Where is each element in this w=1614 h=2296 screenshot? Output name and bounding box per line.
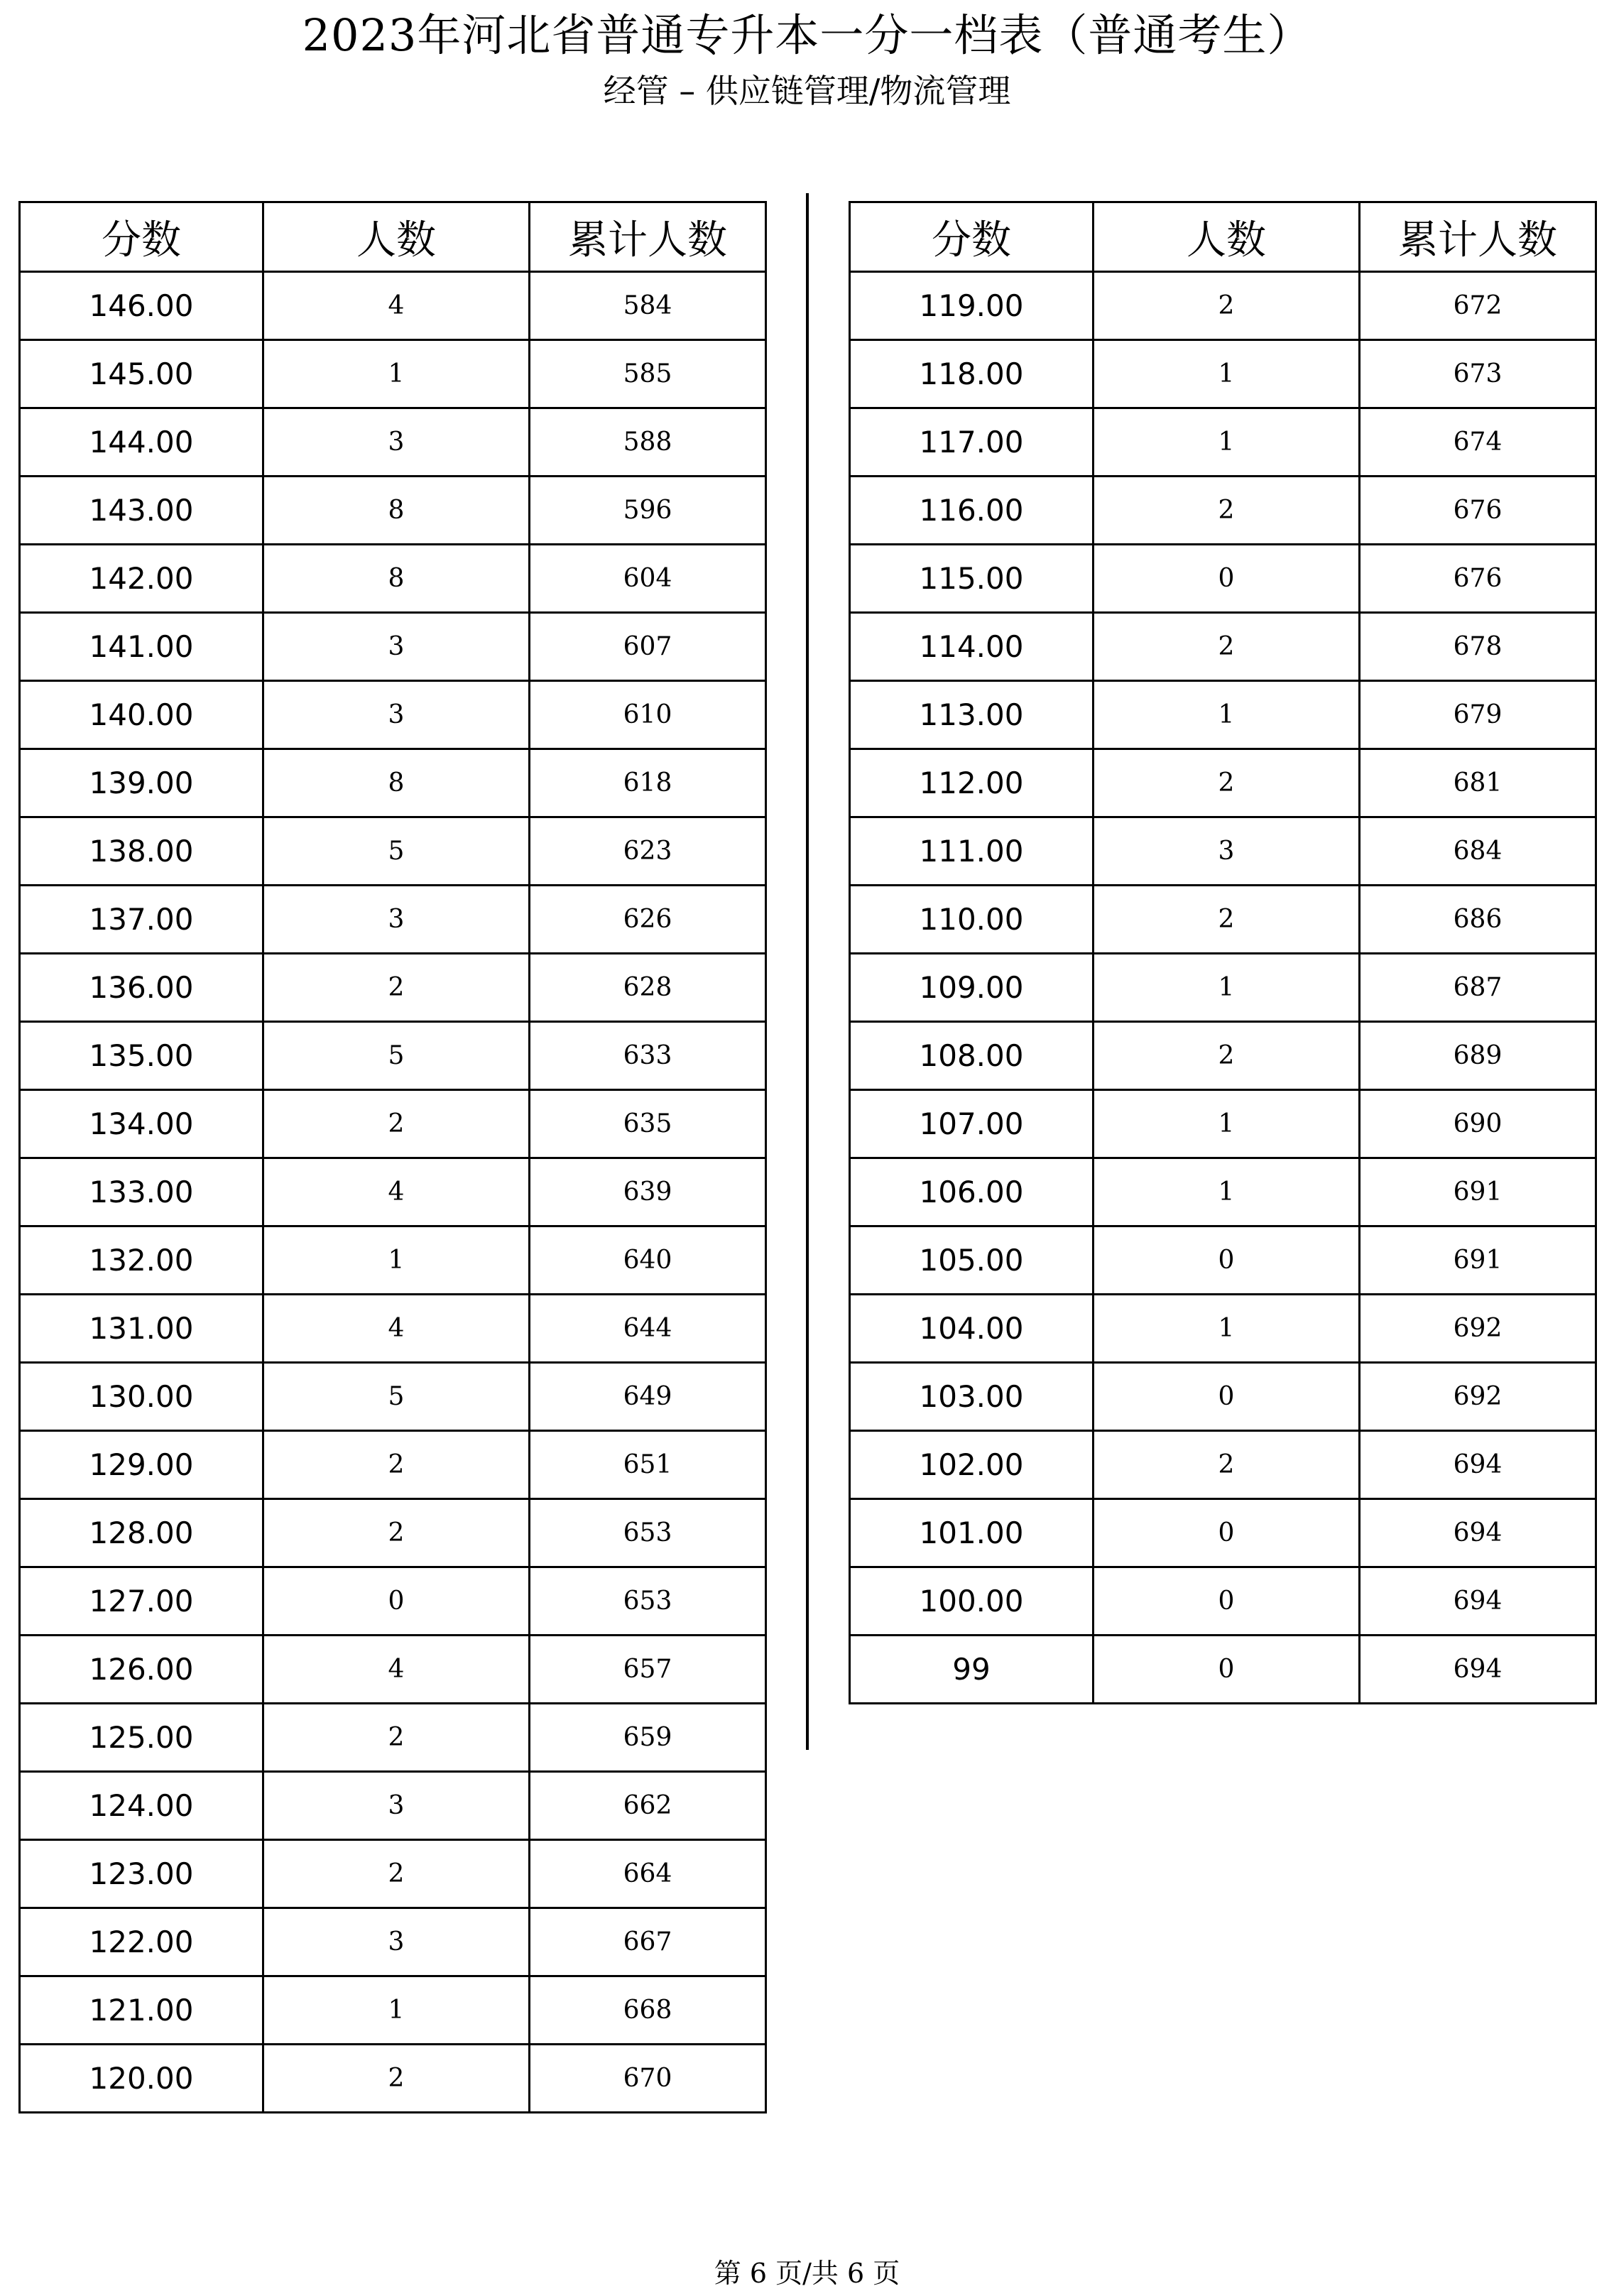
score-cell: 120.00 bbox=[20, 2045, 263, 2113]
column-divider bbox=[806, 193, 809, 1750]
count-cell: 1 bbox=[263, 340, 529, 408]
cumulative-cell: 618 bbox=[530, 749, 766, 817]
count-cell: 2 bbox=[1093, 1022, 1359, 1090]
table-row bbox=[850, 886, 1596, 954]
table-row bbox=[850, 1090, 1596, 1158]
score-cell: 130.00 bbox=[20, 1363, 263, 1431]
table-row bbox=[20, 1567, 766, 1636]
score-cell: 111.00 bbox=[850, 817, 1094, 886]
cumulative-cell: 676 bbox=[1360, 545, 1596, 613]
page-subtitle: 经管 – 供应链管理/物流管理 bbox=[603, 72, 1011, 110]
cumulative-cell: 678 bbox=[1360, 613, 1596, 681]
cumulative-cell: 694 bbox=[1360, 1567, 1596, 1636]
count-cell: 0 bbox=[1093, 1567, 1359, 1636]
cumulative-cell: 687 bbox=[1360, 954, 1596, 1022]
cumulative-cell: 626 bbox=[530, 886, 766, 954]
column-header-count: 人数 bbox=[1093, 202, 1359, 272]
cumulative-cell: 670 bbox=[530, 2045, 766, 2113]
score-cell: 119.00 bbox=[850, 272, 1094, 340]
count-cell: 2 bbox=[1093, 886, 1359, 954]
count-cell: 1 bbox=[1093, 681, 1359, 749]
page-title: 2023年河北省普通专升本一分一档表（普通考生） bbox=[302, 9, 1312, 61]
cumulative-cell: 628 bbox=[530, 954, 766, 1022]
cumulative-cell: 623 bbox=[530, 817, 766, 886]
count-cell: 2 bbox=[263, 1499, 529, 1567]
count-cell: 2 bbox=[263, 1090, 529, 1158]
table-row bbox=[20, 1908, 766, 1976]
score-cell: 101.00 bbox=[850, 1499, 1094, 1567]
table-row bbox=[20, 1090, 766, 1158]
cumulative-cell: 689 bbox=[1360, 1022, 1596, 1090]
count-cell: 2 bbox=[263, 1704, 529, 1772]
table-row bbox=[850, 681, 1596, 749]
table-row bbox=[850, 1022, 1596, 1090]
table-row bbox=[850, 1158, 1596, 1226]
count-cell: 5 bbox=[263, 817, 529, 886]
cumulative-cell: 604 bbox=[530, 545, 766, 613]
cumulative-cell: 585 bbox=[530, 340, 766, 408]
cumulative-cell: 639 bbox=[530, 1158, 766, 1226]
table-row bbox=[20, 1022, 766, 1090]
score-cell: 117.00 bbox=[850, 408, 1094, 477]
table-row bbox=[20, 1772, 766, 1840]
score-cell: 144.00 bbox=[20, 408, 263, 477]
score-cell: 105.00 bbox=[850, 1226, 1094, 1295]
table-row bbox=[850, 1295, 1596, 1363]
cumulative-cell: 667 bbox=[530, 1908, 766, 1976]
table-row bbox=[20, 749, 766, 817]
count-cell: 0 bbox=[1093, 1499, 1359, 1567]
cumulative-cell: 674 bbox=[1360, 408, 1596, 477]
score-cell: 107.00 bbox=[850, 1090, 1094, 1158]
count-cell: 4 bbox=[263, 272, 529, 340]
count-cell: 3 bbox=[263, 1908, 529, 1976]
count-cell: 3 bbox=[263, 886, 529, 954]
cumulative-cell: 684 bbox=[1360, 817, 1596, 886]
score-cell: 102.00 bbox=[850, 1431, 1094, 1499]
cumulative-cell: 584 bbox=[530, 272, 766, 340]
table-header-row bbox=[850, 202, 1596, 272]
count-cell: 8 bbox=[263, 545, 529, 613]
count-cell: 2 bbox=[1093, 477, 1359, 545]
cumulative-cell: 651 bbox=[530, 1431, 766, 1499]
score-cell: 135.00 bbox=[20, 1022, 263, 1090]
count-cell: 1 bbox=[263, 1976, 529, 2045]
table-row bbox=[20, 1363, 766, 1431]
score-cell: 108.00 bbox=[850, 1022, 1094, 1090]
table-row bbox=[850, 408, 1596, 477]
score-cell: 121.00 bbox=[20, 1976, 263, 2045]
table-row bbox=[850, 477, 1596, 545]
cumulative-cell: 694 bbox=[1360, 1431, 1596, 1499]
count-cell: 1 bbox=[1093, 954, 1359, 1022]
score-cell: 143.00 bbox=[20, 477, 263, 545]
score-cell: 139.00 bbox=[20, 749, 263, 817]
score-cell: 134.00 bbox=[20, 1090, 263, 1158]
table-row bbox=[20, 1976, 766, 2045]
count-cell: 2 bbox=[1093, 613, 1359, 681]
table-row bbox=[20, 1226, 766, 1295]
score-table-right bbox=[849, 201, 1597, 1704]
cumulative-cell: 607 bbox=[530, 613, 766, 681]
table-row bbox=[850, 1431, 1596, 1499]
cumulative-cell: 610 bbox=[530, 681, 766, 749]
table-row bbox=[20, 1499, 766, 1567]
count-cell: 2 bbox=[263, 954, 529, 1022]
table-row bbox=[20, 1636, 766, 1704]
score-cell: 126.00 bbox=[20, 1636, 263, 1704]
score-cell: 128.00 bbox=[20, 1499, 263, 1567]
score-table-left bbox=[18, 201, 767, 2113]
table-row bbox=[20, 613, 766, 681]
count-cell: 1 bbox=[1093, 340, 1359, 408]
cumulative-cell: 635 bbox=[530, 1090, 766, 1158]
cumulative-cell: 659 bbox=[530, 1704, 766, 1772]
cumulative-cell: 691 bbox=[1360, 1158, 1596, 1226]
table-row bbox=[20, 1704, 766, 1772]
table-row bbox=[850, 1636, 1596, 1704]
score-cell: 113.00 bbox=[850, 681, 1094, 749]
cumulative-cell: 694 bbox=[1360, 1499, 1596, 1567]
column-header-score: 分数 bbox=[20, 202, 263, 272]
column-header-score: 分数 bbox=[850, 202, 1094, 272]
cumulative-cell: 664 bbox=[530, 1840, 766, 1908]
score-cell: 115.00 bbox=[850, 545, 1094, 613]
table-row bbox=[20, 408, 766, 477]
table-row bbox=[850, 613, 1596, 681]
score-cell: 122.00 bbox=[20, 1908, 263, 1976]
score-cell: 110.00 bbox=[850, 886, 1094, 954]
table-row bbox=[850, 1499, 1596, 1567]
score-cell: 127.00 bbox=[20, 1567, 263, 1636]
cumulative-cell: 672 bbox=[1360, 272, 1596, 340]
cumulative-cell: 679 bbox=[1360, 681, 1596, 749]
cumulative-cell: 691 bbox=[1360, 1226, 1596, 1295]
count-cell: 2 bbox=[263, 1840, 529, 1908]
count-cell: 1 bbox=[1093, 1295, 1359, 1363]
table-row bbox=[850, 1567, 1596, 1636]
cumulative-cell: 662 bbox=[530, 1772, 766, 1840]
table-row bbox=[850, 817, 1596, 886]
count-cell: 5 bbox=[263, 1022, 529, 1090]
table-row bbox=[850, 954, 1596, 1022]
table-row bbox=[850, 340, 1596, 408]
count-cell: 2 bbox=[263, 2045, 529, 2113]
score-cell: 142.00 bbox=[20, 545, 263, 613]
cumulative-cell: 690 bbox=[1360, 1090, 1596, 1158]
score-cell: 138.00 bbox=[20, 817, 263, 886]
table-row bbox=[850, 1363, 1596, 1431]
score-cell: 123.00 bbox=[20, 1840, 263, 1908]
score-cell: 131.00 bbox=[20, 1295, 263, 1363]
score-cell: 129.00 bbox=[20, 1431, 263, 1499]
count-cell: 8 bbox=[263, 477, 529, 545]
cumulative-cell: 673 bbox=[1360, 340, 1596, 408]
count-cell: 0 bbox=[1093, 1636, 1359, 1704]
cumulative-cell: 686 bbox=[1360, 886, 1596, 954]
table-row bbox=[20, 2045, 766, 2113]
count-cell: 2 bbox=[1093, 1431, 1359, 1499]
score-cell: 125.00 bbox=[20, 1704, 263, 1772]
count-cell: 1 bbox=[1093, 408, 1359, 477]
cumulative-cell: 681 bbox=[1360, 749, 1596, 817]
count-cell: 0 bbox=[263, 1567, 529, 1636]
table-row bbox=[850, 545, 1596, 613]
column-header-cumulative: 累计人数 bbox=[530, 202, 766, 272]
count-cell: 1 bbox=[263, 1226, 529, 1295]
score-cell: 146.00 bbox=[20, 272, 263, 340]
score-cell: 100.00 bbox=[850, 1567, 1094, 1636]
cumulative-cell: 644 bbox=[530, 1295, 766, 1363]
score-cell: 104.00 bbox=[850, 1295, 1094, 1363]
score-cell: 136.00 bbox=[20, 954, 263, 1022]
score-cell: 137.00 bbox=[20, 886, 263, 954]
cumulative-cell: 657 bbox=[530, 1636, 766, 1704]
table-row bbox=[20, 477, 766, 545]
count-cell: 2 bbox=[1093, 272, 1359, 340]
table-row bbox=[20, 886, 766, 954]
table-row bbox=[20, 272, 766, 340]
score-cell: 145.00 bbox=[20, 340, 263, 408]
cumulative-cell: 588 bbox=[530, 408, 766, 477]
score-cell: 141.00 bbox=[20, 613, 263, 681]
count-cell: 4 bbox=[263, 1158, 529, 1226]
count-cell: 3 bbox=[263, 408, 529, 477]
table-row bbox=[20, 1840, 766, 1908]
count-cell: 1 bbox=[1093, 1158, 1359, 1226]
page-number: 第 6 页/共 6 页 bbox=[714, 2258, 900, 2289]
column-header-cumulative: 累计人数 bbox=[1360, 202, 1596, 272]
count-cell: 4 bbox=[263, 1636, 529, 1704]
count-cell: 0 bbox=[1093, 1226, 1359, 1295]
table-row bbox=[20, 340, 766, 408]
cumulative-cell: 692 bbox=[1360, 1363, 1596, 1431]
table-row bbox=[20, 954, 766, 1022]
cumulative-cell: 653 bbox=[530, 1499, 766, 1567]
score-cell: 99 bbox=[850, 1636, 1094, 1704]
column-header-count: 人数 bbox=[263, 202, 529, 272]
score-cell: 124.00 bbox=[20, 1772, 263, 1840]
table-row bbox=[20, 1158, 766, 1226]
count-cell: 3 bbox=[263, 1772, 529, 1840]
cumulative-cell: 596 bbox=[530, 477, 766, 545]
cumulative-cell: 676 bbox=[1360, 477, 1596, 545]
score-cell: 118.00 bbox=[850, 340, 1094, 408]
cumulative-cell: 694 bbox=[1360, 1636, 1596, 1704]
score-cell: 132.00 bbox=[20, 1226, 263, 1295]
table-row bbox=[20, 1295, 766, 1363]
table-row bbox=[850, 272, 1596, 340]
cumulative-cell: 633 bbox=[530, 1022, 766, 1090]
table-row bbox=[850, 1226, 1596, 1295]
cumulative-cell: 692 bbox=[1360, 1295, 1596, 1363]
table-row bbox=[850, 749, 1596, 817]
table-row bbox=[20, 681, 766, 749]
table-row bbox=[20, 545, 766, 613]
cumulative-cell: 653 bbox=[530, 1567, 766, 1636]
count-cell: 3 bbox=[1093, 817, 1359, 886]
cumulative-cell: 640 bbox=[530, 1226, 766, 1295]
count-cell: 2 bbox=[263, 1431, 529, 1499]
count-cell: 8 bbox=[263, 749, 529, 817]
score-cell: 103.00 bbox=[850, 1363, 1094, 1431]
score-cell: 133.00 bbox=[20, 1158, 263, 1226]
count-cell: 0 bbox=[1093, 545, 1359, 613]
cumulative-cell: 649 bbox=[530, 1363, 766, 1431]
score-cell: 140.00 bbox=[20, 681, 263, 749]
count-cell: 3 bbox=[263, 681, 529, 749]
score-cell: 114.00 bbox=[850, 613, 1094, 681]
table-row bbox=[20, 1431, 766, 1499]
count-cell: 3 bbox=[263, 613, 529, 681]
table-header-row bbox=[20, 202, 766, 272]
score-cell: 109.00 bbox=[850, 954, 1094, 1022]
table-row bbox=[20, 817, 766, 886]
count-cell: 0 bbox=[1093, 1363, 1359, 1431]
score-cell: 106.00 bbox=[850, 1158, 1094, 1226]
count-cell: 4 bbox=[263, 1295, 529, 1363]
score-cell: 112.00 bbox=[850, 749, 1094, 817]
score-cell: 116.00 bbox=[850, 477, 1094, 545]
count-cell: 1 bbox=[1093, 1090, 1359, 1158]
count-cell: 5 bbox=[263, 1363, 529, 1431]
cumulative-cell: 668 bbox=[530, 1976, 766, 2045]
count-cell: 2 bbox=[1093, 749, 1359, 817]
